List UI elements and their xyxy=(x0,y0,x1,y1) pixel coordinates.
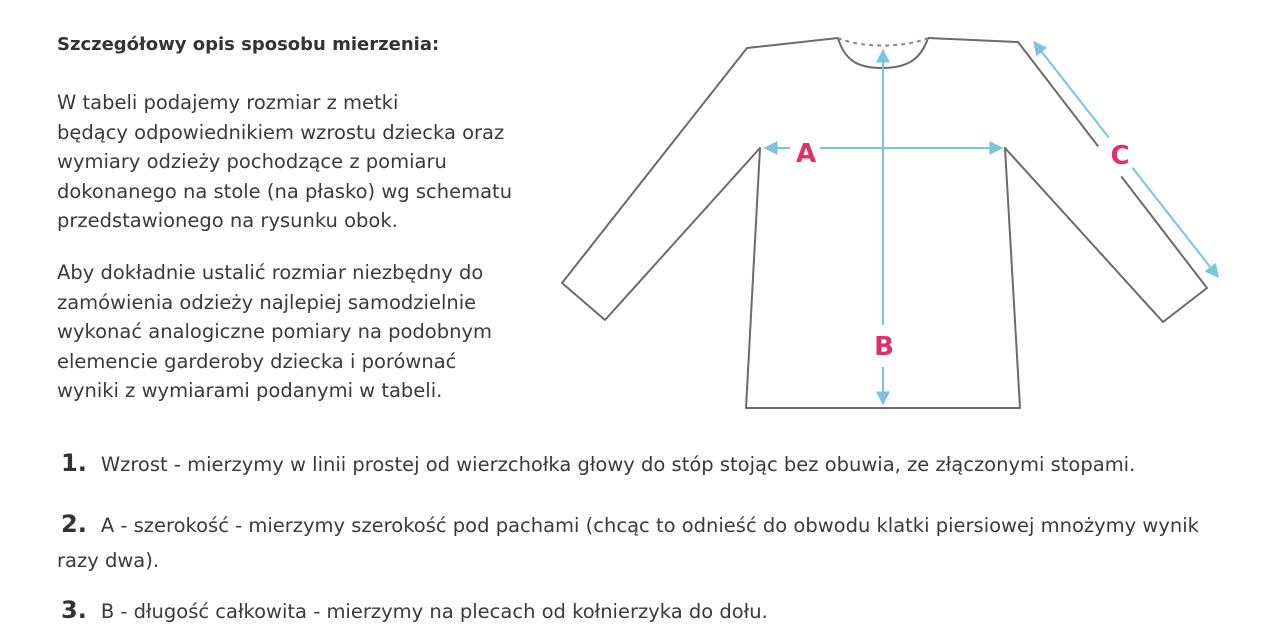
list-text: B - długość całkowita - mierzymy na plecach od kołnierzyka do dołu. xyxy=(100,600,768,623)
list-number: 2. xyxy=(61,510,87,538)
label-a: A xyxy=(795,139,817,169)
intro-line: będący odpowiednikiem wzrostu dziecka oraz xyxy=(57,120,505,144)
intro-line: W tabeli podajemy rozmiar z metki xyxy=(57,91,399,114)
collar-dashed-line xyxy=(838,38,928,46)
label-b: B xyxy=(874,332,894,362)
label-c: C xyxy=(1110,141,1130,171)
list-text: Wzrost - mierzymy w linii prostej od wierzchołka głowy do stóp stojąc bez obuwia, ze złączonymi stopami. xyxy=(100,453,1136,476)
intro-line: dokonanego na stole (na płasko) wg schematu xyxy=(57,179,513,203)
shirt-measurement-diagram xyxy=(540,25,1240,420)
advice-line: elemencie garderoby dziecka i porównać xyxy=(57,349,457,373)
list-item xyxy=(57,446,1227,482)
section-heading: Szczegółowy opis sposobu mierzenia: xyxy=(57,34,440,55)
advice-paragraph xyxy=(57,258,557,406)
advice-line: wyniki z wymiarami podanymi w tabeli. xyxy=(57,379,443,402)
list-text: A - szerokość - mierzymy szerokość pod pachami (chcąc to odnieść do obwodu klatki piersiowej mnożymy wynik razy dwa). xyxy=(57,514,1199,572)
list-item xyxy=(57,593,1227,629)
intro-paragraph xyxy=(57,88,557,236)
list-item xyxy=(57,507,1227,578)
intro-line: przedstawionego na rysunku obok. xyxy=(57,209,398,232)
list-number: 3. xyxy=(61,596,87,624)
advice-line: Aby dokładnie ustalić rozmiar niezbędny do xyxy=(57,261,484,284)
advice-line: wykonać analogiczne pomiary na podobnym xyxy=(57,320,492,343)
intro-line: wymiary odzieży pochodzące z pomiaru xyxy=(57,150,447,173)
list-number: 1. xyxy=(61,449,87,477)
advice-line: zamówienia odzieży najlepiej samodzielnie xyxy=(57,290,477,314)
